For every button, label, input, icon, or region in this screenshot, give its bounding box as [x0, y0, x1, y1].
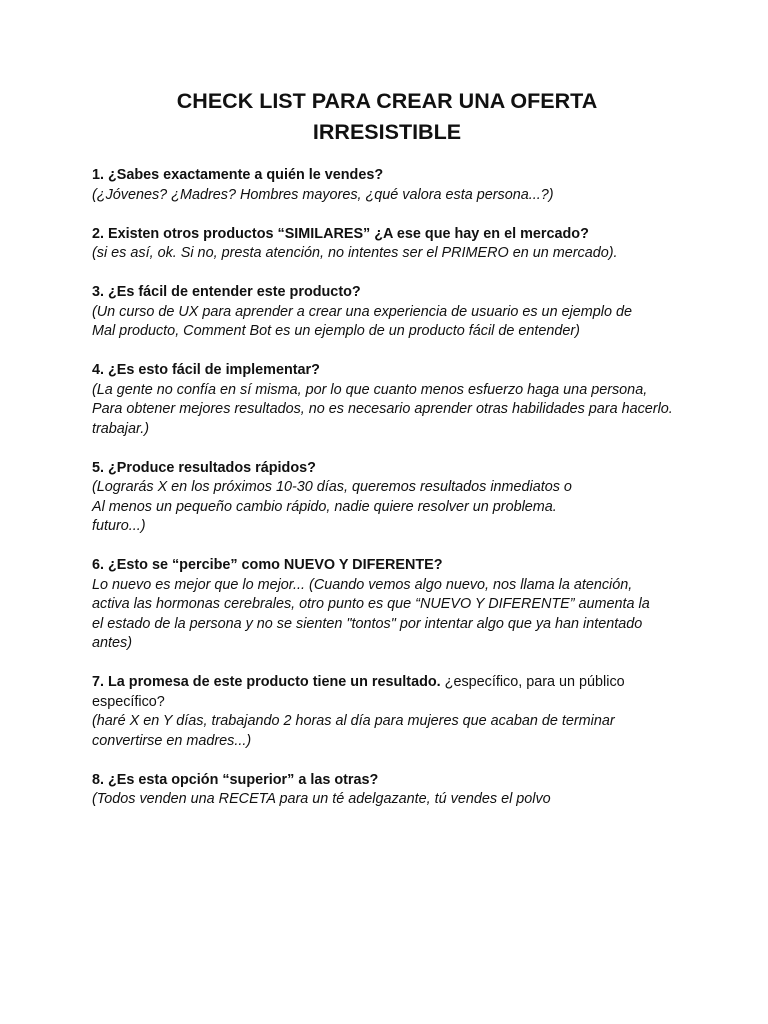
- question-8: 8. ¿Es esta opción “superior” a las otras?: [92, 771, 379, 788]
- note-line: (si es así, ok. Si no, presta atención, no intentes ser el PRIMERO en un mercado).: [92, 245, 618, 261]
- checklist-item-7: [92, 673, 682, 751]
- question-7-rest: ¿específico, para un público específico?: [92, 674, 625, 710]
- note-line: (Lograrás X en los próximos 10-30 días, queremos resultados inmediatos o: [92, 479, 572, 495]
- note-line: Para obtener mejores resultados, no es necesario aprender otras habilidades para hacerlo.: [92, 401, 673, 417]
- note-line: activa las hormonas cerebrales, otro punto es que “NUEVO Y DIFERENTE” aumenta la: [92, 596, 650, 612]
- note-line: Mal producto, Comment Bot es un ejemplo de un producto fácil de entender): [92, 323, 580, 339]
- checklist-item-6: [92, 556, 682, 654]
- question-3: 3. ¿Es fácil de entender este producto?: [92, 284, 361, 300]
- note-line: Lo nuevo es mejor que lo mejor... (Cuando vemos algo nuevo, nos llama la atención,: [92, 576, 633, 593]
- checklist-item-2: [92, 225, 682, 264]
- document-title: CHECK LIST PARA CREAR UNA OFERTA IRRESISTIBLE: [176, 89, 598, 144]
- checklist-item-4: [92, 361, 682, 439]
- note-line: trabajar.): [92, 420, 150, 437]
- question-4: 4. ¿Es esto fácil de implementar?: [92, 362, 320, 378]
- note-line: (Un curso de UX para aprender a crear una experiencia de usuario es un ejemplo de: [92, 303, 632, 320]
- question-5: 5. ¿Produce resultados rápidos?: [92, 459, 316, 476]
- question-6: 6. ¿Esto se “percibe” como NUEVO Y DIFERENTE?: [92, 557, 443, 573]
- note-line: (haré X en Y días, trabajando 2 horas al día para mujeres que acaban de terminar convertirse en madres...): [92, 713, 615, 749]
- document-page: [92, 86, 682, 829]
- note-line: futuro...): [92, 518, 146, 534]
- question-2: 2. Existen otros productos “SIMILARES” ¿A ese que hay en el mercado?: [92, 225, 589, 242]
- checklist-item-5: [92, 459, 682, 537]
- question-7-lead: 7. La promesa de este producto tiene un resultado.: [92, 674, 441, 690]
- checklist-item-1: [92, 166, 682, 205]
- checklist-item-8: [92, 771, 682, 810]
- note-line: (La gente no confía en sí misma, por lo que cuanto menos esfuerzo haga una persona,: [92, 381, 648, 398]
- note-line: Al menos un pequeño cambio rápido, nadie quiere resolver un problema.: [92, 498, 557, 515]
- question-1: 1. ¿Sabes exactamente a quién le vendes?: [92, 167, 384, 183]
- note-line: (Todos venden una RECETA para un té adelgazante, tú vendes el polvo: [92, 791, 551, 807]
- note-line: el estado de la persona y no se sienten "tontos" por intentar algo que ya han intentado antes): [92, 615, 643, 651]
- note-line: (¿Jóvenes? ¿Madres? Hombres mayores, ¿qué valora esta persona...?): [92, 186, 554, 203]
- checklist-item-3: [92, 283, 682, 342]
- question-7: [92, 673, 682, 712]
